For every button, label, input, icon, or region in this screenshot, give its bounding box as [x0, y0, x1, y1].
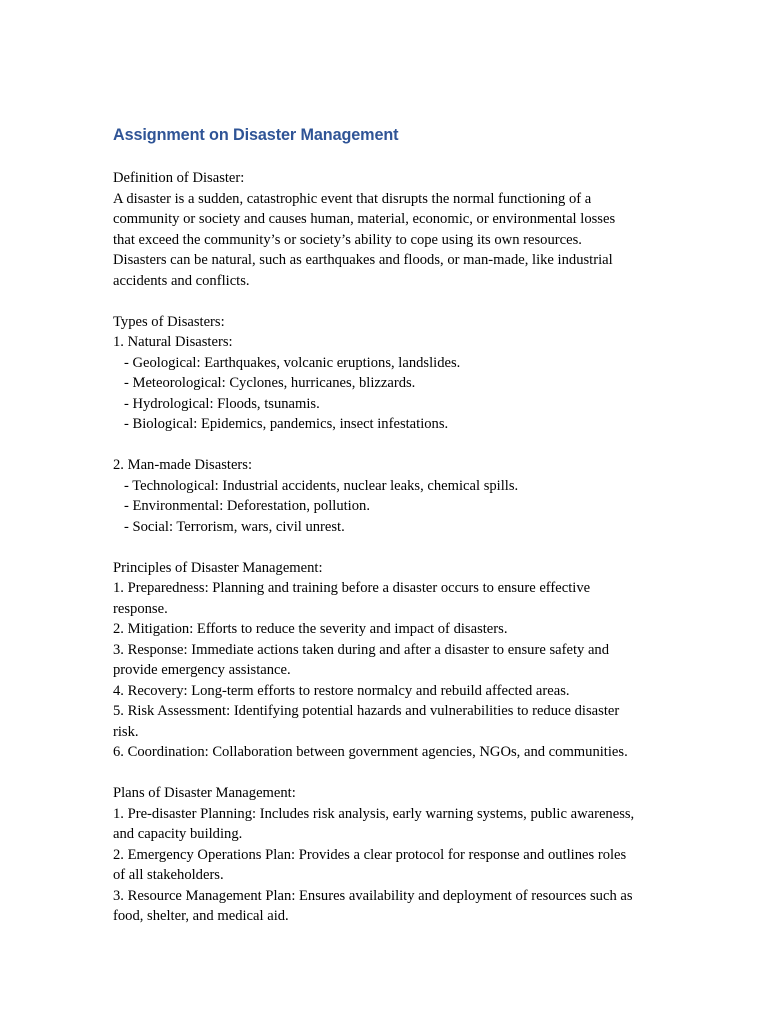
types-section — [113, 312, 658, 538]
natural-disaster-item: - Geological: Earthquakes, volcanic eruptions, landslides. — [113, 354, 461, 371]
natural-disaster-item: - Hydrological: Floods, tsunamis. — [113, 395, 320, 412]
principle-line: 1. Preparedness: Planning and training before a disaster occurs to ensure effective — [113, 580, 591, 596]
paragraph-spacer — [113, 537, 658, 558]
principle-line: 3. Response: Immediate actions taken during and after a disaster to ensure safety and — [113, 641, 610, 658]
plan-line: food, shelter, and medical aid. — [113, 908, 289, 924]
definition-line: community or society and causes human, material, economic, or environmental losses — [113, 211, 616, 227]
plan-line: and capacity building. — [113, 826, 243, 842]
principle-line: 4. Recovery: Long-term efforts to restore normalcy and rebuild affected areas. — [113, 682, 570, 699]
natural-disasters-heading: 1. Natural Disasters: — [113, 334, 233, 350]
types-heading: Types of Disasters: — [113, 313, 225, 330]
plan-line: 3. Resource Management Plan: Ensures availability and deployment of resources such as — [113, 887, 633, 904]
paragraph-spacer — [113, 435, 658, 456]
plan-line: 1. Pre-disaster Planning: Includes risk analysis, early warning systems, public awareness, — [113, 805, 635, 822]
plan-line: 2. Emergency Operations Plan: Provides a clear protocol for response and outlines roles — [113, 846, 627, 863]
principle-line: provide emergency assistance. — [113, 662, 291, 678]
plans-heading: Plans of Disaster Management: — [113, 785, 296, 801]
definition-line: that exceed the community’s or society’s ability to cope using its own resources. — [113, 231, 582, 248]
manmade-disaster-item: - Technological: Industrial accidents, nuclear leaks, chemical spills. — [113, 477, 519, 494]
paragraph-spacer — [113, 291, 658, 312]
principle-line: response. — [113, 600, 168, 617]
definition-line: A disaster is a sudden, catastrophic event that disrupts the normal functioning of a — [113, 190, 592, 207]
principles-section — [113, 558, 658, 763]
principle-line: 5. Risk Assessment: Identifying potential hazards and vulnerabilities to reduce disaster — [113, 703, 620, 719]
natural-disaster-item: - Biological: Epidemics, pandemics, insect infestations. — [113, 416, 449, 432]
definition-line: accidents and conflicts. — [113, 272, 250, 289]
principle-line: risk. — [113, 723, 139, 740]
principles-heading: Principles of Disaster Management: — [113, 559, 323, 576]
manmade-disaster-item: - Environmental: Deforestation, pollution. — [113, 498, 370, 514]
principle-line: 6. Coordination: Collaboration between government agencies, NGOs, and communities. — [113, 744, 628, 760]
principle-line: 2. Mitigation: Efforts to reduce the severity and impact of disasters. — [113, 621, 508, 637]
document-title: Assignment on Disaster Management — [113, 126, 399, 144]
manmade-disasters-heading: 2. Man-made Disasters: — [113, 457, 253, 473]
plan-line: of all stakeholders. — [113, 867, 224, 883]
natural-disaster-item: - Meteorological: Cyclones, hurricanes, blizzards. — [113, 375, 416, 391]
plans-section — [113, 783, 658, 927]
document-page — [113, 124, 658, 927]
paragraph-spacer — [113, 763, 658, 784]
definition-section — [113, 168, 658, 291]
manmade-disaster-item: - Social: Terrorism, wars, civil unrest. — [113, 518, 345, 535]
definition-heading: Definition of Disaster: — [113, 170, 245, 186]
definition-line: Disasters can be natural, such as earthquakes and floods, or man-made, like industrial — [113, 252, 613, 268]
